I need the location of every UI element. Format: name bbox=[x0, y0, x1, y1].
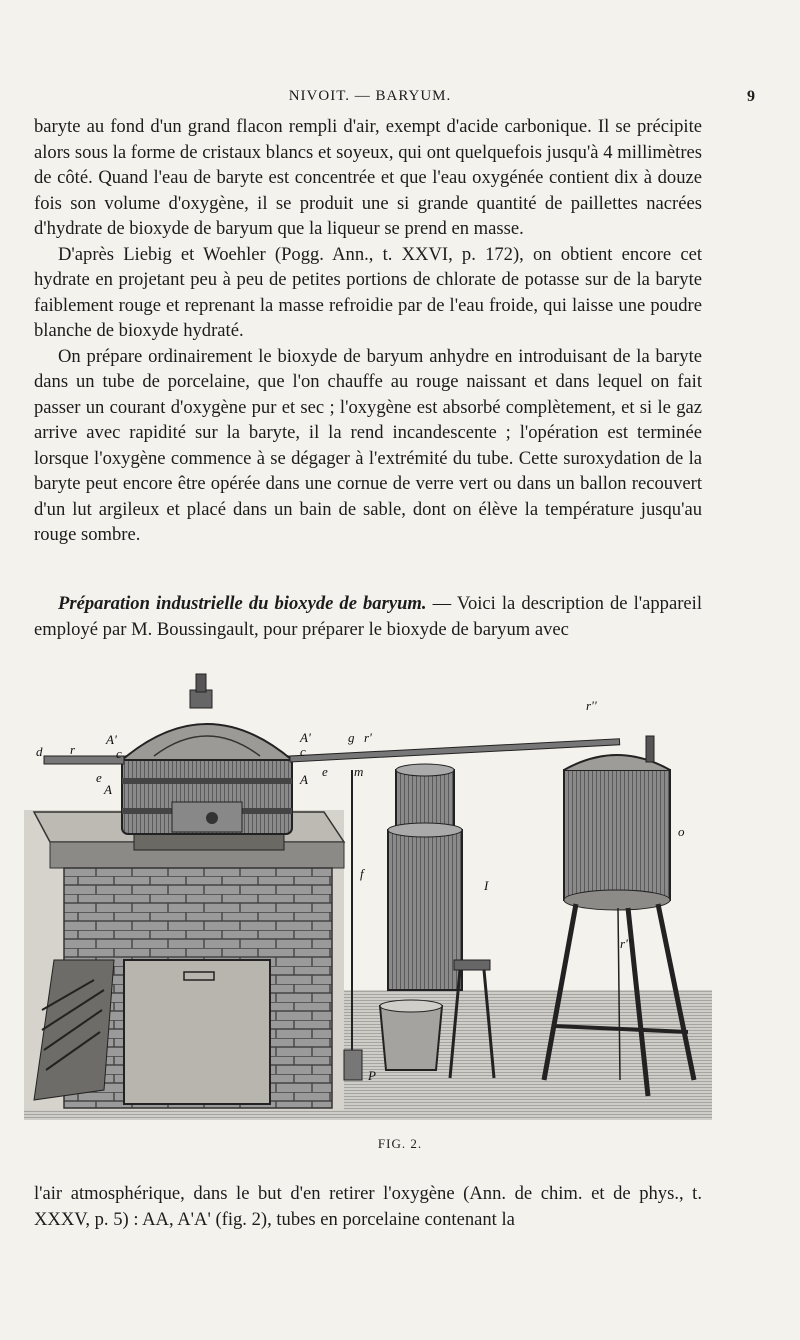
svg-text:c: c bbox=[116, 746, 122, 761]
svg-text:e: e bbox=[96, 770, 102, 785]
section-text: — Voici la description de l'appareil employé par M. Boussingault, pour préparer le bioxyde de baryum avec bbox=[34, 593, 702, 640]
svg-text:m: m bbox=[354, 764, 364, 779]
apparatus-illustration bbox=[24, 660, 712, 1140]
svg-text:r'': r'' bbox=[620, 936, 631, 951]
brick-furnace bbox=[34, 812, 344, 1108]
svg-text:r: r bbox=[70, 742, 76, 757]
svg-text:A: A bbox=[300, 772, 308, 787]
svg-text:c: c bbox=[300, 744, 306, 759]
svg-text:r'': r'' bbox=[586, 698, 597, 713]
svg-text:A: A bbox=[104, 782, 112, 797]
page-number: 9 bbox=[747, 88, 756, 105]
paragraph: baryte au fond d'un grand flacon rempli d'air, exempt d'acide carbonique. Il se précipite alors sous la forme de cristaux blancs et soyeux, qui ont quelquefois jusqu'à 4 millimètres de côté. Quand l'eau de baryte est concentrée et que l'eau oxygénée contient dix à douze fois son volume d'oxygène, il se produit une si grande quantité de paillettes nacrées d'hydrate de bioxyde de baryum que la liqueur se prend en masse. bbox=[34, 116, 702, 239]
figure-caption: FIG. 2. bbox=[377, 1136, 423, 1151]
svg-text:f: f bbox=[360, 866, 364, 881]
paragraph: D'après Liebig et Woehler (Pogg. Ann., t. XXVI, p. 172), on obtient encore cet hydrate en projetant peu à peu de petites portions de chlorate de potasse sur de la baryte faiblement rouge et reprenant la masse refroidie par de l'eau froide, qui laisse une poudre blanche de bioxyde hydraté. bbox=[34, 243, 702, 341]
section-paragraph bbox=[34, 591, 702, 642]
paragraph: On prépare ordinairement le bioxyde de baryum anhydre en introduisant de la baryte dans un tube de porcelaine, que l'on chauffe au rouge naissant et dans lequel on fait passer un courant d'oxygène pur et sec ; l'oxygène est absorbé complètement, et si le gaz arrive avec rapidité sur la baryte, il la rend incandescente ; l'opération est terminée lorsque l'oxygène commence à se dégager à l'extrémité du tube. Cette suroxydation de la baryte peut encore être opérée dans une cornue de verre vert ou dans un ballon recouvert d'un lut argileux et placé dans un bain de sable, dont on élève la température jusqu'au rouge sombre. bbox=[34, 345, 702, 545]
svg-text:A': A' bbox=[300, 730, 311, 745]
svg-text:r': r' bbox=[364, 730, 372, 745]
svg-text:o: o bbox=[678, 824, 685, 839]
text-block-top bbox=[34, 114, 702, 548]
svg-text:A': A' bbox=[106, 732, 117, 747]
svg-text:P: P bbox=[368, 1068, 376, 1083]
running-title: NIVOIT. — BARYUM. bbox=[288, 88, 452, 104]
svg-text:e: e bbox=[322, 764, 328, 779]
paragraph: l'air atmosphérique, dans le but d'en retirer l'oxygène (Ann. de chim. et de phys., t. XXXV, p. 5) : AA, A'A' (fig. 2), tubes en porcelaine contenant la bbox=[34, 1183, 702, 1230]
page-header bbox=[36, 88, 756, 110]
section-title: Préparation industrielle du bioxyde de baryum. bbox=[58, 593, 427, 614]
svg-text:g: g bbox=[348, 730, 355, 745]
svg-text:I: I bbox=[484, 878, 489, 893]
text-block-bottom bbox=[34, 1181, 702, 1232]
svg-text:d: d bbox=[36, 744, 43, 759]
